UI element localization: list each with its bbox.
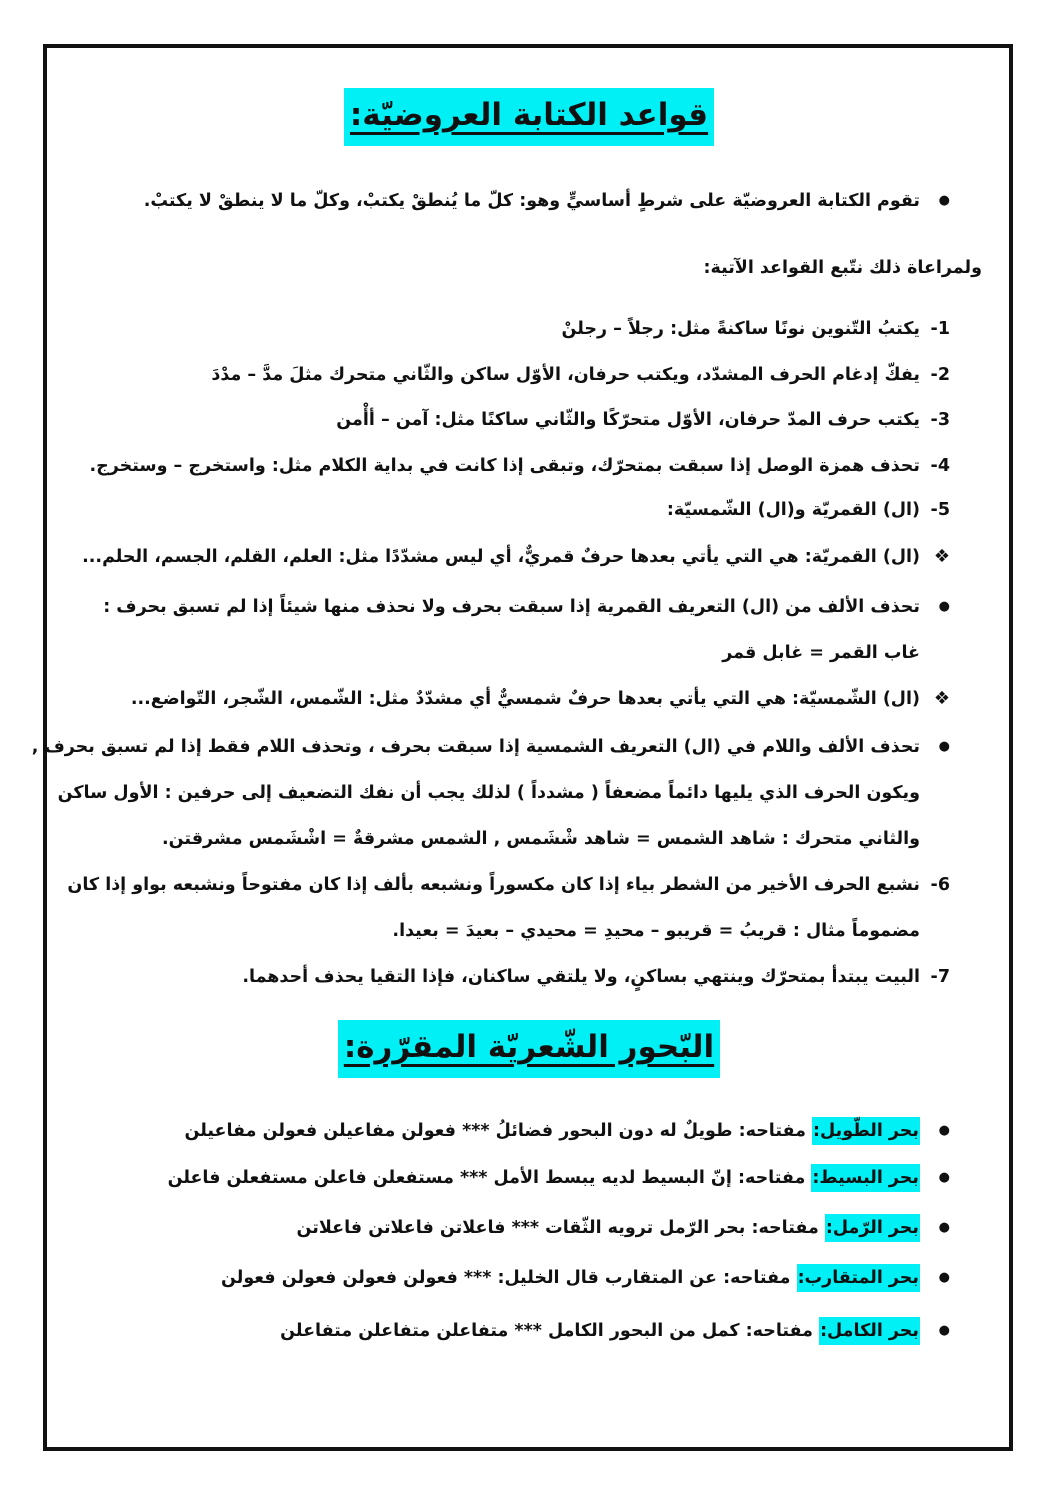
rule-text: البيت يبتدأ بمتحرّك وينتهي بساكنٍ، ولا يلتقي ساكنان، فإذا التقيا يحذف أحدهما. — [242, 967, 920, 987]
shamsi-definition-text: (ال) الشّمسيّة: هي التي يأتي بعدها حرفٌ شمسيٌّ أي مشدّدٌ مثل: الشّمس، الشّجر، التّواضع... — [130, 689, 920, 709]
qamari-example-text: غاب القمر = غابل قمر — [722, 643, 920, 663]
rule-text: (ال) القمريّة و(ال) الشّمسيّة: — [666, 500, 920, 520]
meter-name: بحر الكامل: — [819, 1317, 920, 1345]
diamond-bullet-icon: ❖ — [933, 546, 950, 567]
page-title: قواعد الكتابة العروضيّة: — [344, 88, 714, 146]
qamari-definition-text: (ال) القمريّة: هي التي يأتي بعدها حرفٌ قمريٌّ، أي ليس مشدّدًا مثل: العلم، القلم، الجسم، الحلم... — [82, 547, 920, 567]
meter-key: مفتاحه: إنّ البسيط لديه يبسط الأمل *** مستفعلن فاعلن مستفعلن فاعلن — [167, 1168, 812, 1188]
shamsi-rule-text-1: تحذف الألف واللام في (ال) التعريف الشمسية إذا سبقت بحرف ، وتحذف اللام فقط إذا لم تسبق بحرف , — [31, 737, 920, 757]
qamari-rule-text: تحذف الألف من (ال) التعريف القمرية إذا سبقت بحرف ولا نحذف منها شيئاً إذا لم تسبق بحرف : — [103, 597, 920, 617]
bullet-icon: ● — [938, 1270, 950, 1285]
rule-number: 6- — [930, 875, 950, 895]
rule-number: 1- — [930, 319, 950, 339]
shamsi-rule-text-2: ويكون الحرف الذي يليها دائماً مضعفاً ( مشدداً ) لذلك يجب أن نفك التضعيف إلى حرفين : الأول ساكن — [57, 783, 920, 803]
section-title: البّحور الشّعريّة المقرّرة: — [338, 1020, 720, 1078]
rule-number: 3- — [930, 410, 950, 430]
meter-name: بحر البسيط: — [811, 1164, 920, 1192]
rule-number: 4- — [930, 456, 950, 476]
diamond-bullet-icon: ❖ — [933, 688, 950, 709]
bullet-icon: ● — [938, 1123, 950, 1138]
meter-key: مفتاحه: كمل من البحور الكامل *** متفاعلن متفاعلن متفاعلن — [280, 1321, 820, 1341]
rule-text: تحذف همزة الوصل إذا سبقت بمتحرّك، وتبقى إذا كانت في بداية الكلام مثل: واستخرج – وستخرج. — [89, 456, 920, 476]
rule-number: 2- — [930, 365, 950, 385]
rule-text: يفكّ إدغام الحرف المشدّد، ويكتب حرفان، الأوّل ساكن والثّاني متحرك مثلَ مدَّ – مدْدَ — [211, 365, 920, 385]
meter-key: مفتاحه: طويلٌ له دون البحور فضائلُ *** فعولن مفاعيلن فعولن مفاعيلن — [184, 1121, 813, 1141]
bullet-icon: ● — [938, 599, 950, 614]
shamsi-rule-text-3: والثاني متحرك : شاهد الشمس = شاهد شْشَمس , الشمس مشرقةٌ = اشْشَمس مشرقتن. — [162, 829, 920, 849]
lead-in-text: ولمراعاة ذلك نتّبع القواعد الآتية: — [703, 258, 982, 278]
bullet-icon: ● — [938, 1220, 950, 1235]
meter-name: بحر الطّويل: — [812, 1117, 920, 1145]
rule-text: يكتبُ التّنوين نونًا ساكنةً مثل: رجلاً – رجلنْ — [561, 319, 920, 339]
bullet-icon: ● — [938, 1170, 950, 1185]
meter-name: بحر الرّمل: — [825, 1214, 920, 1242]
bullet-icon: ● — [938, 193, 950, 208]
section-title-row — [0, 1020, 1058, 1078]
rule-number: 7- — [930, 967, 950, 987]
bullet-icon: ● — [938, 1323, 950, 1338]
rule-number: 5- — [930, 500, 950, 520]
bullet-icon: ● — [938, 739, 950, 754]
meter-key: مفتاحه: بحر الرّمل ترويه الثّقات *** فاعلاتن فاعلاتن فاعلاتن — [296, 1218, 825, 1238]
rule-text: نشبع الحرف الأخير من الشطر بياء إذا كان مكسوراً ونشبعه بألف إذا كان مفتوحاً ونشبعه بواو إذا كان — [67, 875, 920, 895]
meter-name: بحر المتقارب: — [797, 1264, 920, 1292]
rule-text: يكتب حرف المدّ حرفان، الأوّل متحرّكًا والثّاني ساكنًا مثل: آمن – أأْمن — [336, 410, 920, 430]
title-row — [0, 88, 1058, 146]
intro-text: تقوم الكتابة العروضيّة على شرطٍ أساسيٍّ وهو: كلّ ما يُنطقْ يكتبْ، وكلّ ما لا ينطقْ لا يكتبْ. — [143, 191, 920, 211]
rule-text: مضموماً مثال : قريبُ = قريبو – محيدِ = محيدي – بعيدَ = بعيدا. — [392, 921, 920, 941]
meter-key: مفتاحه: عن المتقارب قال الخليل: *** فعولن فعولن فعولن فعولن — [221, 1268, 797, 1288]
